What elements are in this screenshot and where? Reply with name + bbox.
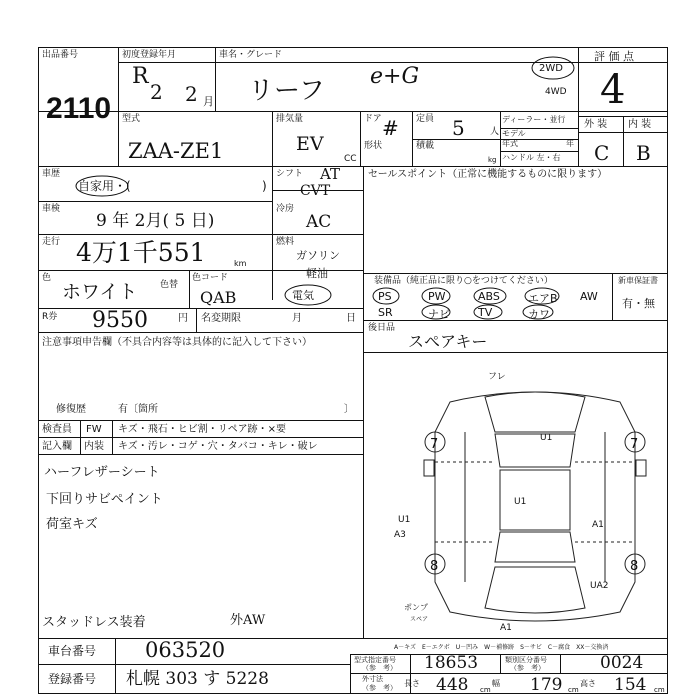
ext-label: 外 装: [584, 119, 608, 130]
mark-top: フレ: [488, 372, 506, 382]
diagram-legend: A－キズ E－エクボ U－凹み W－補修跡 S－サビ C－腐食 XX－交換済: [394, 644, 609, 651]
lot-number: 2110: [46, 92, 112, 125]
comment-3: 荷室キズ: [46, 517, 98, 532]
name-change-day: 日: [346, 313, 356, 324]
equipment-circles: [372, 286, 612, 322]
handle-label: ハンドル 左・右: [502, 153, 561, 162]
fw-label: FW: [86, 424, 102, 435]
first-reg-month-unit: 月: [203, 95, 214, 108]
lot-number-label: 出品番号: [42, 50, 79, 60]
height-label: 高さ: [580, 679, 596, 688]
reg-value: 札幌 303 す 5228: [126, 669, 269, 689]
fuel-light-oil: 軽油: [306, 267, 328, 280]
mark-rear-a1: A1: [500, 623, 512, 633]
equip-abs: ABS: [478, 290, 500, 303]
equip-aw: AW: [580, 290, 598, 303]
model-label: 型式: [122, 114, 141, 124]
chassis-label: 車台番号: [48, 644, 97, 658]
displacement-label: 排気量: [276, 114, 304, 124]
record-label: 記入欄: [42, 441, 72, 452]
int-label: 内 装: [628, 119, 652, 130]
inspection-label: 車検: [42, 204, 61, 214]
displacement-unit: CC: [344, 154, 357, 164]
history-value: 自家用・(: [78, 179, 131, 193]
name-change-label: 名変期限: [201, 313, 241, 324]
equip-navi: ナビ: [428, 308, 450, 321]
width-value: 179: [530, 675, 563, 695]
comment-1: ハーフレザーシート: [44, 465, 160, 480]
doors-label: ドア: [364, 114, 382, 124]
color-value: ホワイト: [62, 281, 138, 303]
color-label: 色: [42, 273, 52, 283]
mark-fr-wheel: 7: [630, 437, 639, 452]
drive-4wd: 4WD: [545, 87, 567, 97]
studless-note: 外AW: [230, 613, 266, 628]
dealer-label: ディーラー・並行: [502, 115, 566, 124]
length-label: 長さ: [404, 679, 420, 688]
designation-value: 18653: [424, 653, 479, 673]
model-year-unit: 年: [566, 139, 574, 148]
fuel-electric: 電気: [292, 289, 314, 302]
drive-2wd-circle: [530, 55, 576, 81]
first-reg-year: 2: [150, 80, 163, 104]
shift-label: シフト: [276, 169, 304, 179]
score-label: 評 価 点: [594, 50, 634, 63]
first-reg-era: R: [132, 64, 149, 89]
length-unit: cm: [480, 686, 491, 694]
mark-rr-wheel: 8: [630, 559, 639, 574]
equipment-label: 装備品（純正品に限り○をつけてください）: [374, 276, 553, 286]
width-unit: cm: [568, 686, 579, 694]
equip-tv: TV: [478, 306, 493, 319]
recycle-unit: 円: [178, 313, 188, 324]
mark-left-door: U1: [398, 515, 411, 525]
category-value: 0024: [600, 653, 644, 673]
size-label-a: 外寸法: [362, 675, 383, 683]
color-code-label: 色コード: [192, 273, 229, 283]
category-label-b: （参 考）: [510, 664, 545, 672]
notes-label: 注意事項申告欄（不具合内容等は具体的に記入して下さい）: [42, 337, 312, 348]
seats-unit: 人: [490, 127, 500, 137]
displacement-value: EV: [296, 133, 324, 155]
equip-pw: PW: [428, 290, 446, 303]
pop-label: ポンプ: [404, 603, 428, 612]
shape-label: 形状: [364, 141, 383, 151]
studless: スタッドレス装着: [42, 615, 146, 630]
interior-label: 内装: [84, 441, 104, 452]
category-label-a: 類別区分番号: [505, 656, 547, 664]
repair-close: 〕: [344, 404, 354, 415]
car-diagram: [410, 372, 660, 632]
mark-fl-wheel: 7: [430, 437, 439, 452]
height-unit: cm: [654, 686, 665, 694]
int-grade: B: [636, 141, 651, 165]
warranty-value: 有・無: [622, 297, 655, 310]
history-label: 車歴: [42, 169, 61, 179]
repair-label: 修復歴: [56, 404, 86, 415]
recycle-label: R券: [42, 312, 58, 322]
history-close: ): [262, 179, 267, 193]
mileage-unit: km: [234, 259, 247, 268]
designation-label-b: （参 考）: [362, 664, 397, 672]
mileage-value: 4万1千551: [76, 238, 206, 267]
fw-value: キズ・飛石・ヒビ割・リペア跡・×要: [118, 424, 286, 435]
drive-2wd: 2WD: [539, 63, 563, 74]
after-label: 後日品: [368, 323, 396, 333]
mark-right-a1: A1: [592, 520, 604, 530]
equip-sr: SR: [378, 306, 393, 319]
height-value: 154: [614, 675, 647, 695]
car-name-label: 車名・グレード: [219, 50, 283, 60]
mark-left-a3: A3: [394, 530, 406, 540]
mark-ua2: UA2: [590, 581, 609, 591]
grade: e+G: [370, 64, 420, 89]
first-reg-month: 2: [185, 82, 198, 106]
name-change-month: 月: [292, 313, 302, 324]
width-label: 幅: [492, 679, 500, 688]
score: 4: [600, 67, 626, 113]
mark-hood: U1: [540, 433, 553, 443]
model-value: ZAA-ZE1: [128, 139, 224, 163]
fuel-gasoline: ガソリン: [296, 249, 340, 262]
fuel-label: 燃料: [276, 237, 295, 247]
spare-label: スペア: [410, 616, 429, 623]
comment-2: 下回りサビペイント: [46, 492, 163, 507]
shift-struck: CVT: [300, 183, 331, 199]
after-value: スペアキー: [408, 332, 488, 351]
load-unit: kg: [488, 156, 497, 164]
equip-ps: PS: [378, 290, 392, 303]
seats-label: 定員: [416, 114, 435, 124]
length-value: 448: [436, 675, 469, 695]
model-year-label-a: モデル: [502, 129, 526, 138]
size-label-b: （参 考）: [362, 684, 397, 692]
warranty-label: 新車保証書: [618, 276, 658, 285]
first-reg-label: 初度登録年月: [122, 50, 177, 60]
mileage-label: 走行: [42, 237, 61, 247]
fuel-electric-circle: [283, 283, 333, 307]
repair-value: 有〔箇所: [118, 404, 158, 415]
mark-roof: U1: [514, 497, 527, 507]
designation-label-a: 型式指定番号: [354, 656, 396, 664]
sales-point-label: セールスポイント（正常に機能するものに限ります）: [368, 169, 608, 180]
inspection-value: 9 年 2月( 5 日): [96, 211, 215, 231]
history-circle: [74, 175, 130, 197]
reg-label: 登録番号: [48, 672, 97, 686]
model-year-label-b: 年式: [502, 139, 518, 148]
mark-rl-wheel: 8: [430, 559, 439, 574]
color-change-label: 色替: [160, 280, 179, 290]
inspector-label: 検査員: [42, 424, 72, 435]
chassis-value: 063520: [145, 638, 226, 662]
ext-grade: C: [594, 141, 610, 165]
interior-value: キズ・汚レ・コゲ・穴・タバコ・キレ・破レ: [118, 441, 318, 452]
ac-label: 冷房: [276, 204, 295, 214]
equip-leather: カワ: [528, 308, 550, 321]
shift-value: AT: [320, 165, 341, 183]
seats-value: 5: [452, 116, 465, 140]
car-name: リーフ: [248, 76, 325, 106]
equip-airbag: エアB: [528, 292, 558, 305]
load-label: 積載: [416, 141, 435, 151]
color-code: QAB: [200, 288, 237, 307]
doors-value: #: [382, 116, 399, 140]
recycle-value: 9550: [92, 308, 148, 333]
ac-value: AC: [306, 212, 332, 232]
